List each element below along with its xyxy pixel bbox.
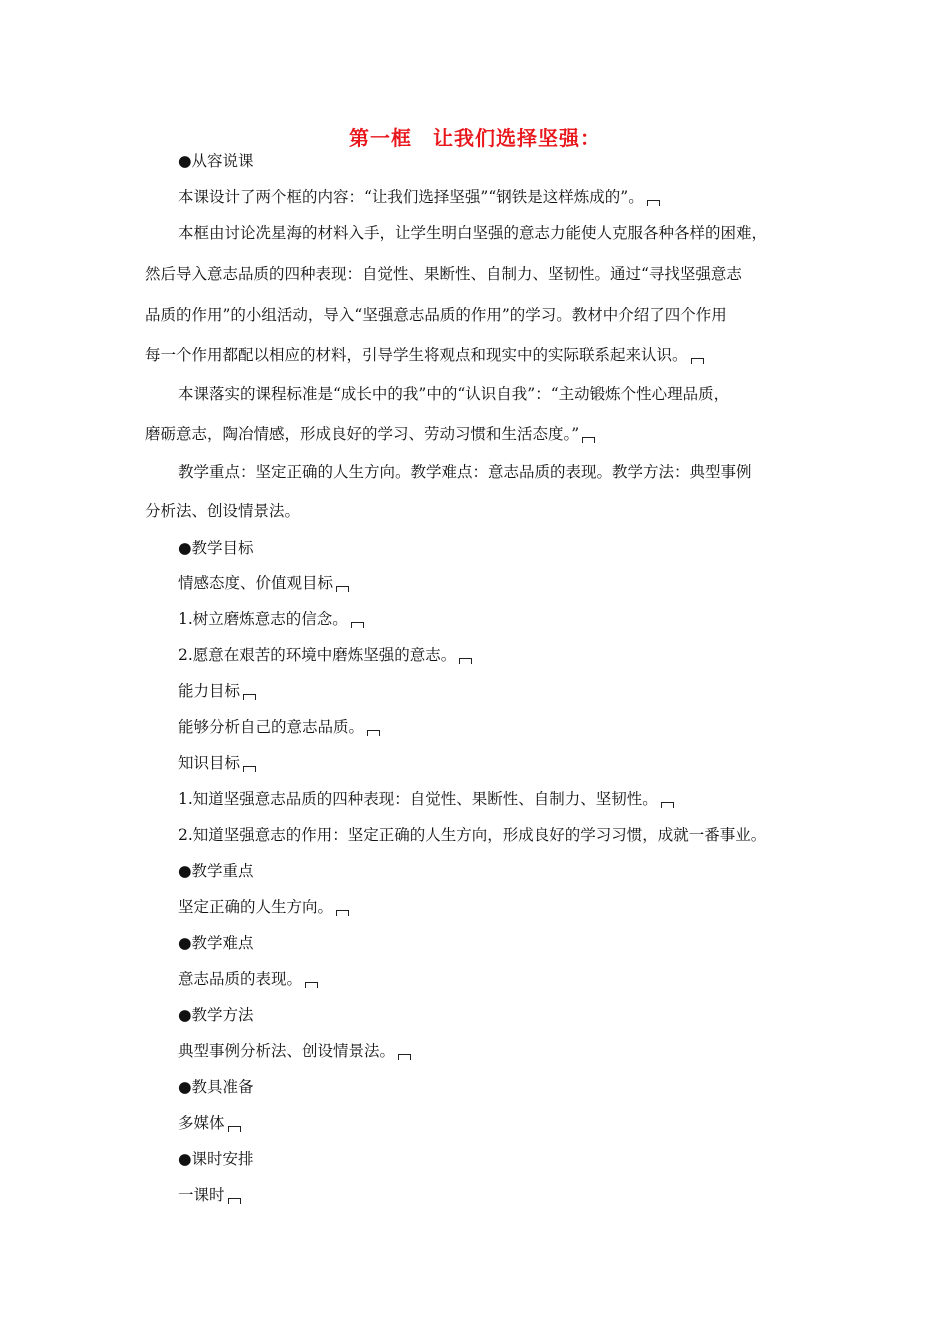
section-heading-teaching-goals: ●教学目标 [178, 539, 254, 557]
paragraph-line: 一课时 [178, 1185, 241, 1205]
list-item: 1.知道坚强意志品质的四种表现：自觉性、果断性、自制力、坚韧性。 [178, 789, 674, 809]
paragraph-mark-icon [647, 200, 660, 206]
paragraph-mark-icon [661, 802, 674, 808]
paragraph-line: 坚定正确的人生方向。 [178, 897, 349, 917]
paragraph-mark-icon [228, 1126, 241, 1132]
paragraph-line: 分析法、创设情景法。 [145, 502, 301, 520]
section-heading-course-talk: ●从容说课 [178, 152, 254, 170]
section-heading-materials: ●教具准备 [178, 1078, 254, 1096]
paragraph-mark-icon [398, 1054, 411, 1060]
subheading-line: 情感态度、价值观目标 [178, 573, 349, 593]
paragraph-mark-icon [367, 730, 380, 736]
list-item: 能够分析自己的意志品质。 [178, 717, 380, 737]
list-item: 2.知道坚强意志的作用：坚定正确的人生方向，形成良好的学习习惯，成就一番事业。 [178, 826, 767, 844]
paragraph-mark-icon [336, 910, 349, 916]
paragraph-line: 然后导入意志品质的四种表现：自觉性、果断性、自制力、坚韧性。通过“寻找坚强意志 [145, 265, 742, 283]
paragraph-mark-icon [243, 694, 256, 700]
paragraph-line: 多媒体 [178, 1113, 241, 1133]
paragraph-mark-icon [228, 1198, 241, 1204]
list-item: 2.愿意在艰苦的环境中磨炼坚强的意志。 [178, 645, 472, 665]
paragraph-line: 磨砺意志，陶冶情感，形成良好的学习、劳动习惯和生活态度。” [145, 424, 595, 444]
subheading-line: 知识目标 [178, 753, 256, 773]
paragraph-mark-icon [305, 982, 318, 988]
paragraph-mark-icon [243, 766, 256, 772]
paragraph-line: 本课落实的课程标准是“成长中的我”中的“认识自我”：“主动锻炼个性心理品质， [178, 385, 730, 403]
subheading-line: 能力目标 [178, 681, 256, 701]
paragraph-line: 品质的作用”的小组活动，导入“坚强意志品质的作用”的学习。教材中介绍了四个作用 [145, 306, 727, 324]
paragraph-mark-icon [691, 358, 704, 364]
section-heading-key-point: ●教学重点 [178, 862, 254, 880]
section-heading-method: ●教学方法 [178, 1006, 254, 1024]
page-title: 第一框 让我们选择坚强： [349, 126, 601, 150]
paragraph-line: 教学重点：坚定正确的人生方向。教学难点：意志品质的表现。教学方法：典型事例 [178, 463, 752, 481]
paragraph-line: 每一个作用都配以相应的材料，引导学生将观点和现实中的实际联系起来认识。 [145, 345, 704, 365]
paragraph-mark-icon [582, 437, 595, 443]
section-heading-difficulty: ●教学难点 [178, 934, 254, 952]
paragraph-mark-icon [351, 622, 364, 628]
paragraph-mark-icon [336, 586, 349, 592]
section-heading-schedule: ●课时安排 [178, 1150, 254, 1168]
paragraph-mark-icon [459, 658, 472, 664]
paragraph-line: 典型事例分析法、创设情景法。 [178, 1041, 411, 1061]
paragraph-line: 本课设计了两个框的内容：“让我们选择坚强”“钢铁是这样炼成的”。 [178, 187, 660, 207]
paragraph-line: 本框由讨论冼星海的材料入手，让学生明白坚强的意志力能使人克服各种各样的困难， [178, 224, 768, 242]
list-item: 1.树立磨炼意志的信念。 [178, 609, 364, 629]
paragraph-line: 意志品质的表现。 [178, 969, 318, 989]
